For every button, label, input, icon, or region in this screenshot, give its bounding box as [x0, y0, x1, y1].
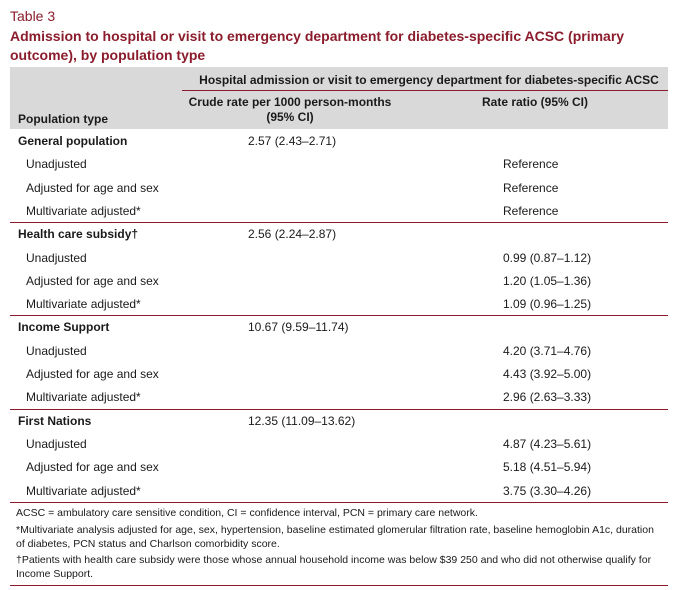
- table-row: [10, 153, 668, 176]
- span-header-rule: [182, 90, 668, 91]
- row-label: Adjusted for age and sex: [26, 180, 159, 195]
- table-row: [10, 456, 668, 479]
- crude-rate-cell: 2.56 (2.24–2.87): [248, 227, 337, 242]
- row-label: Unadjusted: [26, 343, 87, 358]
- footnote-abbreviations: ACSC = ambulatory care sensitive condition, CI = confidence interval, PCN = primary care network.: [16, 507, 478, 519]
- group-name: General population: [18, 134, 128, 148]
- table-header: [10, 67, 668, 129]
- rate-ratio-cell: 4.43 (3.92–5.00): [503, 367, 592, 381]
- rate-ratio-cell: 4.87 (4.23–5.61): [503, 436, 592, 451]
- rate-ratio-cell: Reference: [503, 203, 559, 218]
- rate-ratio-cell: 3.75 (3.30–4.26): [503, 483, 592, 498]
- table-label: Table 3: [10, 8, 56, 24]
- footnote-rule: [10, 502, 668, 503]
- row-label: Adjusted for age and sex: [26, 460, 159, 475]
- group-name: Health care subsidy†: [18, 227, 139, 242]
- group-name: First Nations: [18, 413, 92, 428]
- table-row: [10, 293, 668, 316]
- rate-ratio-cell: 2.96 (2.63–3.33): [503, 390, 592, 405]
- table-row: [10, 480, 668, 503]
- group-name: Income Support: [18, 320, 110, 335]
- row-label: Multivariate adjusted*: [26, 297, 141, 312]
- rate-ratio-cell: 0.99 (0.87–1.12): [503, 250, 592, 265]
- rate-ratio-cell: Reference: [503, 157, 559, 172]
- table-row: [10, 363, 668, 386]
- column-header-population-type: Population type: [18, 112, 108, 126]
- crude-rate-cell: 10.67 (9.59–11.74): [248, 320, 349, 335]
- rate-ratio-cell: 1.09 (0.96–1.25): [503, 297, 592, 312]
- rate-ratio-cell: 4.20 (3.71–4.76): [503, 343, 592, 358]
- rate-ratio-cell: 5.18 (4.51–5.94): [503, 460, 592, 475]
- table-row: [10, 177, 668, 200]
- table-row: [10, 433, 668, 456]
- rate-ratio-cell: Reference: [503, 180, 559, 195]
- crude-rate-cell: 12.35 (11.09–13.62): [248, 413, 356, 428]
- table-row-group: [10, 316, 668, 339]
- row-label: Adjusted for age and sex: [26, 273, 159, 288]
- table-row: [10, 247, 668, 270]
- table-row-group: [10, 130, 668, 153]
- footnote-multivariate: *Multivariate analysis adjusted for age, sex, hypertension, baseline estimated glomerular filtration rate, baseline hemoglobin A1c, duration of diabetes, PCN status and Charlson comorbidity score.: [16, 524, 654, 550]
- row-label: Multivariate adjusted*: [26, 483, 141, 498]
- row-label: Unadjusted: [26, 250, 87, 265]
- table-row: [10, 386, 668, 409]
- bottom-rule: [10, 585, 668, 586]
- row-label: Unadjusted: [26, 436, 87, 451]
- table-title: Admission to hospital or visit to emergency department for diabetes-specific ACSC (primary outcome), by population type: [10, 28, 625, 63]
- table-row: [10, 340, 668, 363]
- row-label: Adjusted for age and sex: [26, 367, 159, 381]
- column-header-crude-rate: Crude rate per 1000 person-months (95% CI): [188, 95, 392, 124]
- crude-rate-cell: 2.57 (2.43–2.71): [248, 134, 337, 148]
- span-header: Hospital admission or visit to emergency department for diabetes-specific ACSC: [199, 73, 659, 87]
- rate-ratio-cell: 1.20 (1.05–1.36): [503, 273, 592, 288]
- row-label: Multivariate adjusted*: [26, 390, 141, 405]
- table-row: [10, 200, 668, 223]
- table-row: [10, 270, 668, 293]
- row-label: Unadjusted: [26, 157, 87, 172]
- column-header-rate-ratio: Rate ratio (95% CI): [481, 95, 589, 109]
- row-label: Multivariate adjusted*: [26, 203, 141, 218]
- table-row-group: [10, 223, 668, 246]
- footnote-subsidy: †Patients with health care subsidy were those whose annual household income was below $39 250 and who did not otherwise qualify for Income Support.: [16, 554, 652, 580]
- table-row-group: [10, 410, 668, 433]
